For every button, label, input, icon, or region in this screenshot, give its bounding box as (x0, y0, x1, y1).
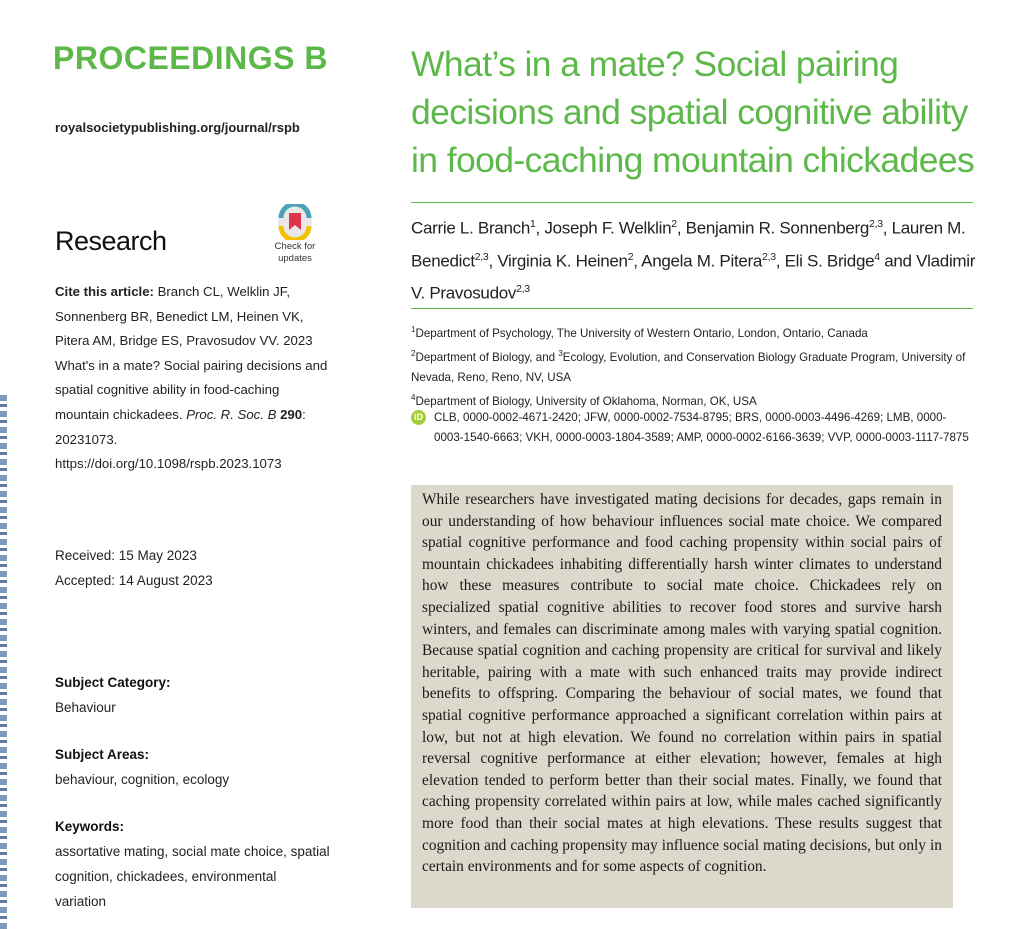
author: Carrie L. Branch (411, 218, 530, 238)
author: Angela M. Pitera (641, 251, 763, 271)
author-affiliation: 2 (671, 218, 677, 230)
author-affiliation: 2,3 (762, 250, 776, 263)
article-title: What’s in a mate? Social pairing decisions and spatial cognitive ability in food-caching mountain chickadees (411, 44, 975, 180)
author: Lauren M. Benedict (411, 218, 966, 271)
abstract-text: While researchers have investigated mating decisions for decades, gaps remain in our understanding of how behaviour influences social mate choice. We compared spatial cognitive performance and food caching propensity within social pairs of mountain chickadees inhabiting differentially harsh winter climates to understand how these measures contribute to social mate choice. Chickadees rely on specialized spatial cognitive abilities to recover food stores and survive harsh winters, and females can discriminate among males with varying spatial cognition. Because spatial cognition and caching propensity are critical for survival and likely heritable, pairing with a mate with such enhanced traits may provide indirect benefits to offspring. Comparing the behaviour of social mates, we found that spatial cognitive performance approached a significant correlation within pairs at low, but not at high elevation. We found no correlation within pairs in spatial reversal cognitive performance at either elevation; however, females at high elevation tended to perform better than their social mates. Finally, we found that caching propensity correlated within pairs at low, while males cached significantly more food than their social mates at high elevations. These results suggest that cognition and caching propensity may influence social mating decisions, but only in certain environments and for some aspects of cognition. (422, 491, 942, 876)
author-affiliation: 2,3 (474, 250, 489, 263)
cite-journal: Proc. R. Soc. B (186, 406, 277, 422)
subject-areas-label: Subject Areas: (55, 747, 150, 762)
cite-label: Cite this article: (55, 284, 154, 299)
crossmark-icon (277, 204, 313, 240)
check-for-updates-line1: Check for (274, 241, 316, 252)
orcid-list: CLB, 0000-0002-4671-2420; JFW, 0000-0002-7534-8795; BRS, 0000-0003-4496-4269; LMB, 0000-0003-1540-6663; VKH, 0000-0003-1804-3589; AMP, 0000-0002-6166-3639; VVP, 0000-0003-1117-7875 (434, 411, 969, 444)
subject-category-label: Subject Category: (55, 675, 171, 690)
affiliation-number: 4 (411, 392, 416, 402)
author-affiliation: 1 (529, 218, 536, 230)
abstract-box (411, 485, 953, 908)
journal-url-link[interactable]: royalsocietypublishing.org/journal/rspb (55, 120, 300, 135)
received-date: Received: 15 May 2023 (55, 548, 197, 563)
cite-volume: 290 (280, 406, 303, 422)
affiliation-number: 3 (558, 348, 563, 358)
orcid-icon[interactable]: iD (411, 410, 426, 425)
subject-category-value: Behaviour (55, 700, 116, 715)
title-divider (411, 202, 973, 203)
affiliation-number: 1 (411, 325, 416, 334)
cite-this-article (55, 280, 335, 477)
cite-article-number: : 20231073. (55, 406, 306, 447)
side-watermark-strip (0, 395, 7, 929)
cite-doi-link[interactable]: https://doi.org/10.1098/rspb.2023.1073 (55, 456, 282, 472)
subject-category (55, 670, 171, 720)
accepted-date: Accepted: 14 August 2023 (55, 573, 213, 588)
author: Benjamin R. Sonnenberg (685, 218, 870, 238)
author: Joseph F. Welklin (544, 218, 672, 238)
authors-divider (411, 308, 973, 309)
keywords-value: assortative mating, social mate choice, spatial cognition, chickadees, environmental variation (55, 844, 330, 909)
author-list: Carrie L. Branch$^1$, Joseph F. Welklin$^2$, Benjamin R. Sonnenberg$^{2,3}$, Lauren M. Benedict$^{2,3}$, Virginia K. Heinen$^2$, Angela M. Pitera$^{2,3}$, Eli S. Bridge$^4$ and Vladimir V. Pravosudov$^{2,3}$ (411, 218, 976, 303)
affiliation-3: Ecology, Evolution, and Conservation Biology Graduate Program, University of Nevada, Reno, Reno, NV, USA (411, 350, 966, 384)
author-affiliation: 2,3 (516, 283, 530, 296)
keywords (55, 814, 330, 914)
author: Virginia K. Heinen (497, 251, 628, 271)
cite-text: Branch CL, Welklin JF, Sonnenberg BR, Benedict LM, Heinen VK, Pitera AM, Bridge ES, Pravosudov VV. 2023 What's in a mate? Social pairing decisions and spatial cognitive ability in food-caching mountain chickadees. (55, 284, 328, 422)
journal-name: PROCEEDINGS B (53, 40, 328, 76)
author: Eli S. Bridge (784, 251, 875, 271)
check-for-updates-badge[interactable] (266, 204, 324, 264)
affiliation-4: Department of Biology, University of Oklahoma, Norman, OK, USA (415, 394, 757, 408)
affiliation-number: 2 (411, 348, 416, 358)
affiliations (411, 320, 976, 412)
author-affiliation: 4 (874, 250, 880, 263)
affiliation-2: Department of Biology, and (415, 350, 556, 364)
author-affiliation: 2,3 (869, 218, 883, 230)
subject-areas (55, 742, 229, 792)
dates-block (55, 543, 213, 593)
section-label: Research (55, 226, 167, 256)
author: Vladimir V. Pravosudov (411, 251, 976, 303)
subject-areas-value: behaviour, cognition, ecology (55, 772, 230, 787)
check-for-updates-line2: updates (278, 253, 312, 264)
affiliation-1: Department of Psychology, The University of Western Ontario, London, Ontario, Canada (415, 326, 868, 340)
orcid-block (411, 408, 971, 448)
author-affiliation: 2 (627, 250, 634, 263)
keywords-label: Keywords: (55, 819, 125, 834)
